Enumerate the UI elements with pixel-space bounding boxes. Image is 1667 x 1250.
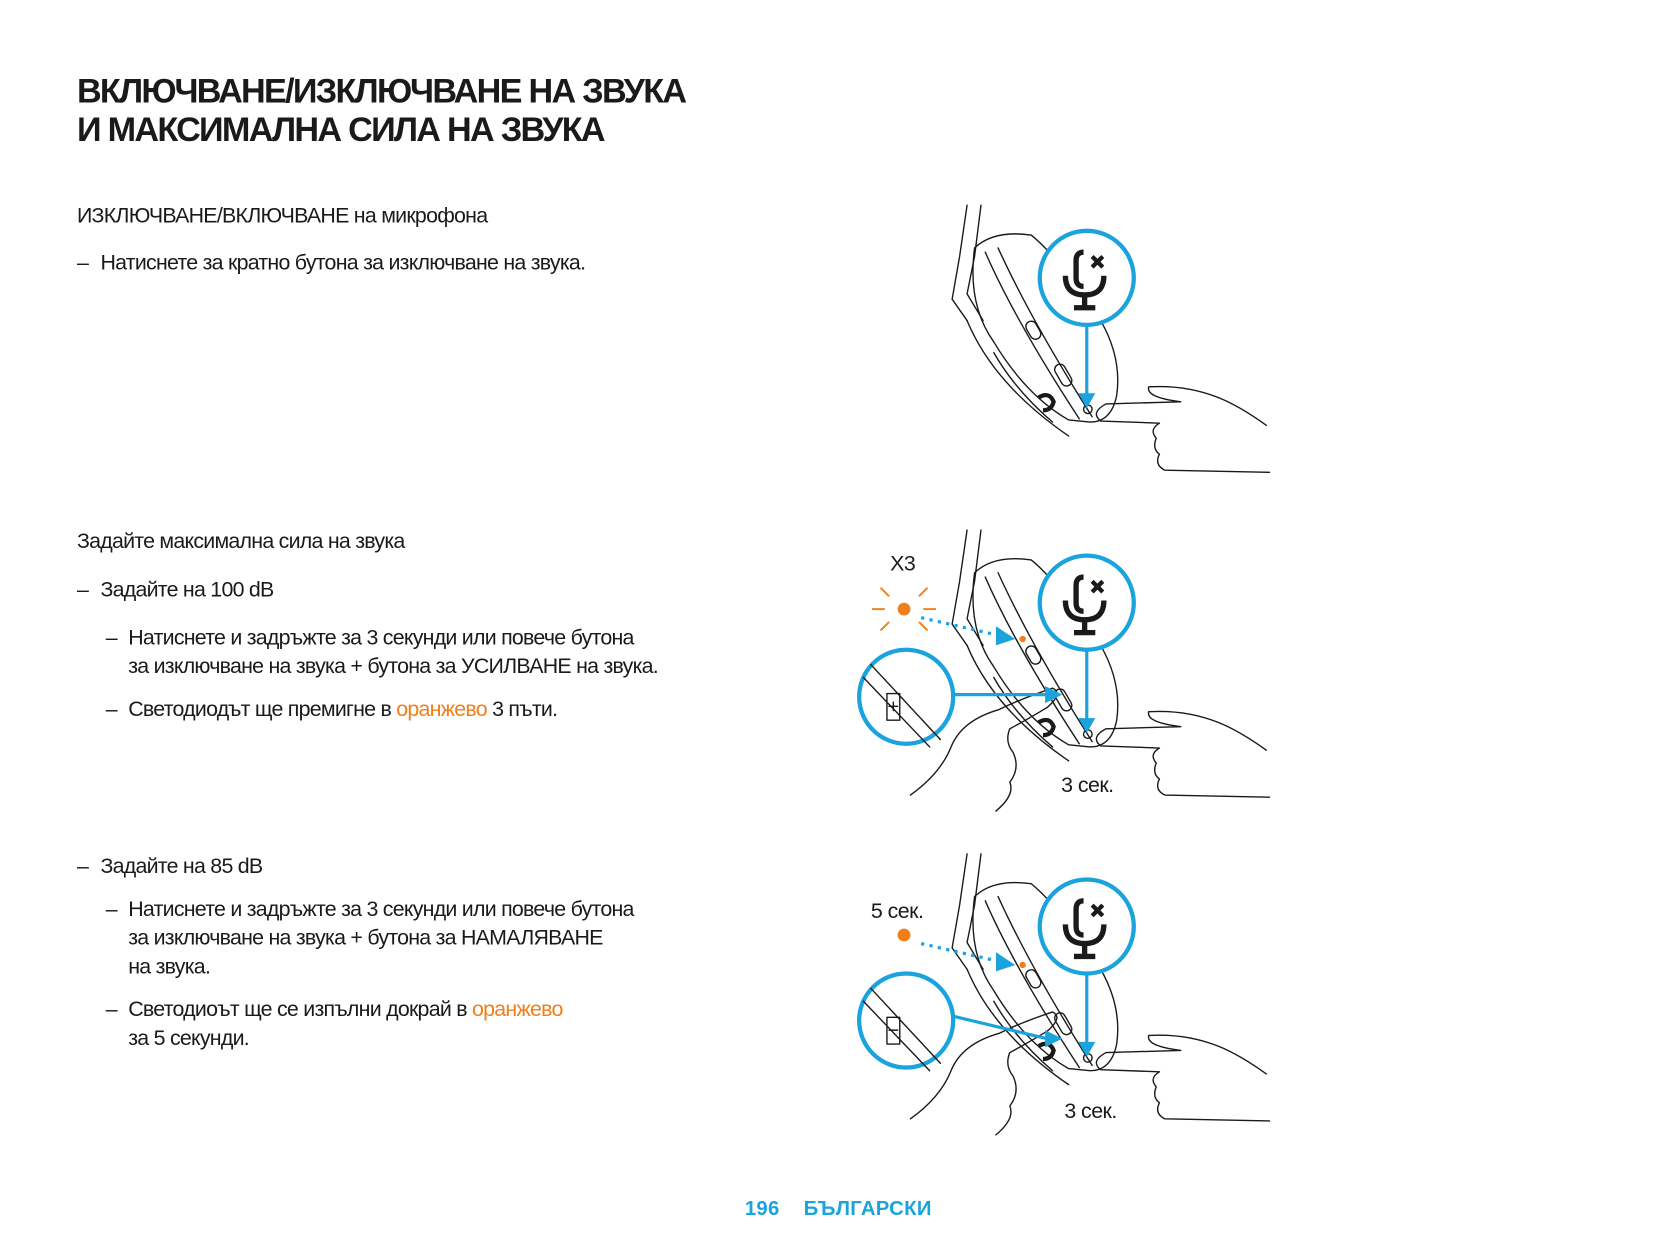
step-text: 3 пъти. [486, 697, 558, 722]
button-zoom-circle [859, 650, 953, 744]
title-line-1: ВКЛЮЧВАНЕ/ИЗКЛЮЧВАНЕ НА ЗВУКА [76, 71, 686, 111]
blink-count-label: X3 [890, 551, 916, 576]
step-text: Светодиодът ще премигне в [128, 697, 397, 722]
mute-callout-circle [1040, 231, 1134, 325]
illustration-art-layer [859, 205, 1269, 1135]
pressing-hand [1096, 711, 1269, 797]
mute-step: Натиснете за кратно бутона за изключване на звука. [100, 251, 586, 275]
headset-panel [859, 854, 1269, 1135]
arrowhead [1078, 1042, 1095, 1057]
step-line: Натиснете и задръжте за 3 секунди или повече бутона [128, 626, 634, 650]
bullet-dash: – [105, 897, 117, 922]
bullet-dash: – [105, 626, 117, 650]
led-time-label: 5 сек. [870, 898, 924, 923]
orange-color-word: оранжево [396, 697, 487, 722]
max-volume-heading: Задайте максимална сила на звука [76, 530, 405, 554]
led-blink-ray [881, 588, 890, 597]
pointer-arrow [953, 1016, 1047, 1038]
set-85db-label: Задайте на 85 dB [100, 854, 263, 879]
headset-led [1019, 962, 1025, 968]
bullet-dash: – [76, 854, 89, 879]
mute-heading: ИЗКЛЮЧВАНЕ/ВКЛЮЧВАНЕ на микрофона [76, 204, 488, 228]
led-dot [898, 929, 911, 942]
volume-button [1053, 362, 1074, 388]
power-button [1024, 968, 1043, 990]
page-number: 196 [744, 1197, 780, 1221]
bullet-dash: – [105, 998, 117, 1022]
arrowhead [1078, 393, 1095, 408]
hold-time-label: 3 сек. [1064, 1098, 1117, 1123]
arrowhead [996, 626, 1015, 645]
power-button [1024, 319, 1043, 341]
pressing-hand [1096, 1035, 1269, 1121]
bullet-dash: – [105, 697, 117, 722]
headset-panel [859, 530, 1269, 811]
headband [952, 530, 983, 645]
step-line: на звука. [128, 955, 211, 979]
step-text: Светодиоът ще се изпълни докрай в [128, 998, 473, 1022]
arrowhead [1078, 718, 1095, 733]
led-dot [898, 603, 911, 616]
led-blink-ray [919, 588, 928, 597]
mute-callout-circle [1040, 879, 1134, 973]
headset-led [1019, 636, 1025, 642]
led-blink-ray [881, 622, 890, 631]
led-blink-ray [919, 622, 928, 631]
logo-icon [1039, 395, 1054, 410]
headband [952, 205, 983, 320]
button-zoom-circle [859, 973, 953, 1067]
step-line: за изключване на звука + бутона за НАМАЛЯВАНЕ [128, 926, 603, 950]
arrowhead [1045, 1030, 1062, 1047]
mute-callout-circle [1040, 556, 1134, 650]
power-button [1024, 644, 1043, 666]
logo-icon [1039, 720, 1054, 735]
set-100db-label: Задайте на 100 dB [100, 578, 274, 602]
step-line: за 5 секунди. [128, 1026, 249, 1051]
step-line: Натиснете и задръжте за 3 секунди или повече бутона [128, 897, 634, 922]
hold-time-label: 3 сек. [1061, 772, 1114, 797]
bullet-dash: – [76, 251, 89, 275]
orange-color-word: оранжево [472, 998, 563, 1022]
title-line-2: И МАКСИМАЛНА СИЛА НА ЗВУКА [76, 110, 604, 149]
pressing-hand [1096, 387, 1269, 473]
footer-language: БЪЛГАРСКИ [803, 1197, 932, 1221]
headset-panel [952, 205, 1269, 472]
step-line: за изключване на звука + бутона за УСИЛВАНЕ на звука. [128, 655, 659, 679]
bullet-dash: – [76, 578, 89, 602]
